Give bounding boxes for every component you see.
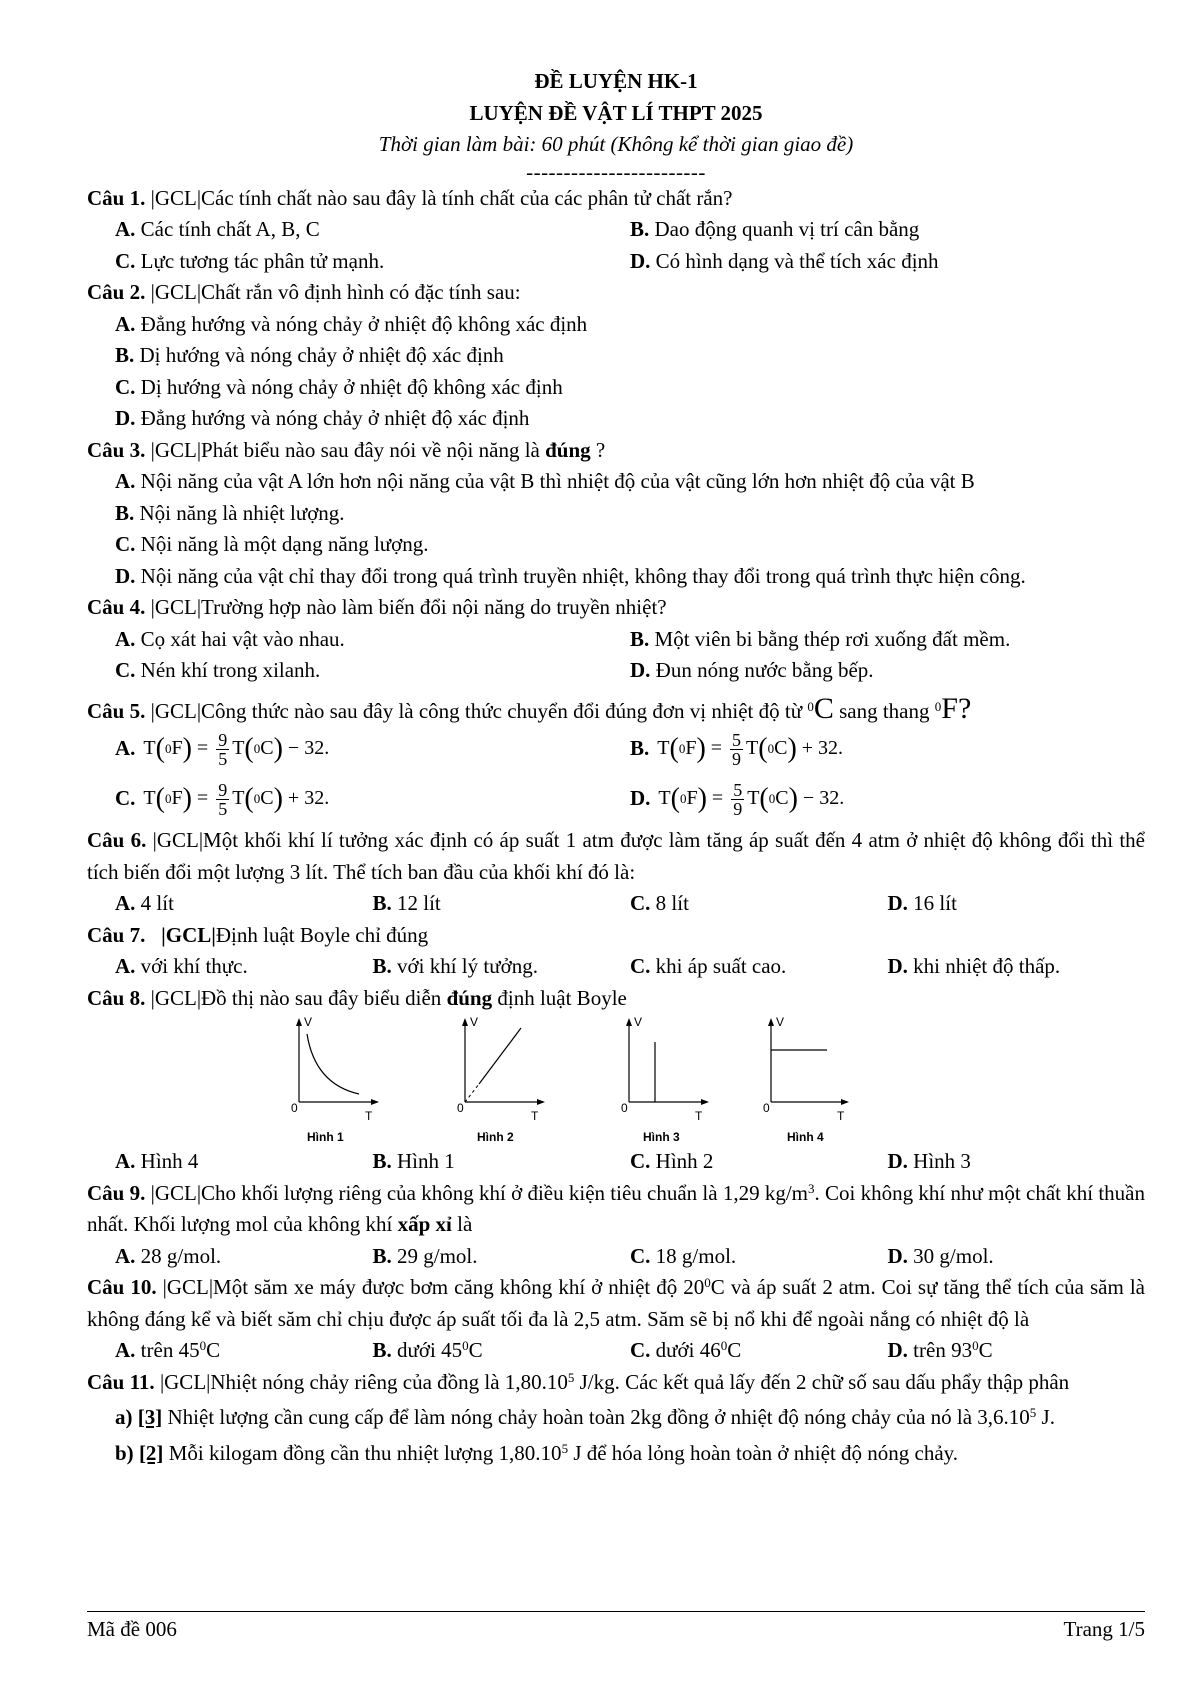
denominator: 9 — [732, 748, 742, 769]
degree-sup: 0 — [807, 698, 814, 714]
option-letter: B. — [630, 736, 650, 761]
option-letter: A. — [115, 736, 136, 761]
options-q8 — [87, 1146, 1145, 1178]
question-number: Câu 1. — [87, 185, 146, 210]
option-b[interactable] — [87, 498, 1145, 530]
unit: F — [171, 737, 183, 760]
option-letter: B. — [630, 626, 650, 651]
question-number: Câu 9. — [87, 1180, 146, 1205]
option-letter: A. — [115, 1149, 136, 1173]
question-text: |GCL|Cho khối lượng riêng của không khí ở điều kiện tiêu chuẩn là 1,29 kg/m — [150, 1180, 809, 1205]
superscript: 5 — [561, 1440, 569, 1456]
option-text: Cọ xát hai vật vào nhau. — [140, 626, 345, 651]
graph-figures — [87, 1014, 1145, 1146]
question-text: |GCL|Một săm xe máy được bơm căng không khí ở nhiệt độ 20 — [162, 1275, 705, 1299]
fraction — [730, 731, 743, 768]
axis-v-label: V — [634, 1015, 643, 1029]
question-text: Định luật Boyle chỉ đúng — [215, 922, 429, 947]
question-3 — [87, 435, 1145, 467]
axis-v-label: V — [776, 1015, 785, 1029]
superscript: 5 — [1029, 1405, 1037, 1420]
constant: − 32. — [802, 787, 845, 810]
question-text: |GCL|Một khối khí lí tưởng xác định có áp suất 1 atm được làm tăng áp suất đến 4 atm ở nhiệt độ không đổi thì thể tích biến đổi một lượng 3 lít. Thể tích ban đầu của khối khí đó là: — [87, 828, 1145, 884]
question-text-2: J/kg. Các kết quả lấy đến 2 chữ số sau dấu phẩy thập phân — [574, 1369, 1070, 1394]
exam-page — [87, 66, 1145, 1469]
option-letter: D. — [887, 1243, 908, 1268]
numerator: 9 — [218, 779, 228, 800]
superscript: 0 — [704, 1275, 711, 1290]
option-a[interactable] — [115, 731, 630, 768]
option-b[interactable] — [373, 1146, 631, 1178]
options-q1-row1 — [87, 214, 1145, 246]
unit: C — [260, 737, 274, 760]
option-letter: B. — [372, 1243, 392, 1268]
option-letter: A. — [115, 469, 136, 493]
option-text: 4 lít — [140, 891, 174, 915]
option-letter: B. — [372, 1149, 392, 1173]
options-q7 — [87, 951, 1145, 983]
option-a[interactable] — [87, 309, 1145, 341]
graphs-svg — [87, 1014, 1145, 1146]
statement-end: J. — [1036, 1405, 1055, 1429]
statement-end: J để hóa lỏng hoàn toàn ở nhiệt độ nóng chảy. — [568, 1440, 959, 1465]
option-letter: D. — [630, 248, 651, 273]
options-q9 — [87, 1241, 1145, 1273]
option-text: Có hình dạng và thể tích xác định — [655, 248, 939, 273]
statement-label: a) — [115, 1405, 133, 1429]
option-letter: C. — [630, 1149, 651, 1173]
option-c[interactable] — [115, 655, 630, 687]
option-letter: D. — [887, 1338, 908, 1362]
question-7 — [87, 920, 1145, 952]
option-letter: A. — [115, 626, 136, 651]
graph-label: Hình 2 — [477, 1130, 514, 1144]
option-a[interactable] — [115, 1241, 373, 1273]
question-number: Câu 5. — [87, 698, 146, 723]
statement-mark: [2] — [138, 1440, 164, 1465]
axis-t-label: T — [695, 1109, 703, 1123]
options-q4-row2 — [87, 655, 1145, 687]
unit: F — [686, 787, 698, 810]
option-letter: B. — [115, 500, 135, 525]
option-text: 8 lít — [655, 891, 689, 915]
constant: + 32. — [287, 787, 330, 810]
option-c[interactable] — [115, 246, 630, 278]
axis-t-label: T — [837, 1109, 845, 1123]
graph-1 — [291, 1015, 379, 1144]
option-c[interactable] — [630, 1146, 888, 1178]
question-11 — [87, 1367, 1145, 1399]
question-emphasis: đúng — [545, 437, 591, 462]
option-a[interactable] — [115, 214, 630, 246]
option-d[interactable] — [888, 1335, 1146, 1367]
question-tag: |GCL| — [161, 922, 216, 947]
question-text: |GCL|Các tính chất nào sau đây là tính chất của các phân tử chất rắn? — [150, 185, 733, 210]
option-a[interactable] — [115, 1146, 373, 1178]
options-q5-row1 — [87, 727, 1145, 771]
option-text: Đẳng hướng và nóng chảy ở nhiệt độ xác định — [140, 406, 530, 430]
unit: C — [260, 787, 274, 810]
denominator: 9 — [733, 798, 743, 819]
unit-c: C — [813, 691, 834, 725]
unit: F — [685, 737, 697, 760]
question-text: |GCL|Phát biểu nào sau đây nói về nội năng là — [150, 437, 540, 462]
option-text: Hình 1 — [397, 1149, 455, 1173]
option-c[interactable] — [630, 1241, 888, 1273]
option-c[interactable] — [87, 529, 1145, 561]
option-c[interactable] — [115, 781, 630, 818]
unit: F — [171, 787, 183, 810]
graph-label: Hình 4 — [787, 1130, 824, 1144]
graph-label: Hình 1 — [307, 1130, 344, 1144]
option-letter: A. — [115, 1243, 136, 1268]
option-a[interactable] — [115, 624, 630, 656]
option-c[interactable] — [630, 951, 888, 983]
option-letter: C. — [630, 954, 651, 978]
option-d[interactable] — [630, 781, 1145, 818]
option-letter: D. — [630, 658, 651, 682]
option-letter: D. — [115, 563, 136, 588]
option-text: Hình 4 — [140, 1149, 199, 1173]
option-letter: B. — [115, 343, 135, 367]
fraction — [731, 781, 744, 818]
unit: C — [727, 1338, 742, 1362]
numerator: 5 — [732, 729, 742, 750]
question-5 — [87, 693, 1145, 728]
option-d[interactable] — [888, 1241, 1146, 1273]
numerator: 9 — [218, 729, 228, 750]
option-letter: C. — [630, 1338, 651, 1362]
origin-label: 0 — [291, 1101, 298, 1115]
option-d[interactable] — [630, 246, 1145, 278]
option-letter: B. — [372, 954, 392, 978]
question-emphasis: xấp xỉ — [397, 1212, 452, 1236]
option-text: 30 g/mol. — [913, 1243, 994, 1268]
statement-text: Mỗi kilogam đồng cần thu nhiệt lượng 1,80.10 — [163, 1440, 562, 1465]
question-text: |GCL|Trường hợp nào làm biến đổi nội năng do truyền nhiệt? — [150, 595, 667, 619]
statement-mark: [3] — [137, 1405, 163, 1429]
formula: T ( 0 F ) = $\frac{5}{9}$ T ( 0 C ) − 32. — [658, 779, 845, 819]
exam-code: Mã đề 006 — [87, 1617, 177, 1641]
option-letter: C. — [115, 658, 136, 682]
question-1 — [87, 183, 1145, 215]
exam-subject: LUYỆN ĐỀ VẬT LÍ THPT 2025 — [469, 100, 763, 125]
options-q6 — [87, 888, 1145, 920]
options-q1-row2 — [87, 246, 1145, 278]
option-letter: C. — [630, 1243, 651, 1268]
axis-v-label: V — [304, 1015, 313, 1029]
option-b[interactable] — [373, 951, 631, 983]
option-text: dưới 45 — [397, 1338, 463, 1362]
option-letter: A. — [115, 954, 136, 978]
question-text-2: . Coi không khí như một chất khí thuần nhất. Khối lượng mol của không khí — [87, 1180, 1145, 1236]
origin-label: 0 — [457, 1101, 464, 1115]
option-letter: C. — [115, 532, 136, 556]
question-number: Câu 6. — [87, 828, 147, 852]
option-b[interactable] — [373, 1241, 631, 1273]
option-d[interactable] — [87, 403, 1145, 435]
statement-label: b) — [115, 1440, 134, 1465]
option-letter: C. — [115, 248, 136, 273]
question-number: Câu 3. — [87, 437, 146, 462]
option-a[interactable] — [115, 888, 373, 920]
question-mid: sang thang — [839, 698, 930, 723]
option-b[interactable] — [373, 888, 631, 920]
unit: C — [774, 737, 788, 760]
question-text: |GCL|Đồ thị nào sau đây biểu diễn — [150, 985, 442, 1010]
option-text: Hình 2 — [655, 1149, 714, 1173]
option-text: với khí thực. — [140, 954, 248, 978]
unit: C — [775, 787, 789, 810]
degree-sup: 0 — [199, 1338, 207, 1353]
question-2 — [87, 277, 1145, 309]
option-letter: A. — [115, 311, 136, 336]
question-number: Câu 11. — [87, 1369, 155, 1394]
statement-b[interactable] — [87, 1438, 1145, 1470]
question-end: là — [457, 1212, 473, 1236]
option-a[interactable] — [87, 466, 1145, 498]
option-c[interactable] — [630, 888, 888, 920]
option-text: Nội năng là một dạng năng lượng. — [140, 532, 429, 556]
axis-t-label: T — [531, 1109, 539, 1123]
fraction — [216, 781, 229, 818]
question-number: Câu 10. — [87, 1275, 157, 1299]
option-d[interactable] — [888, 888, 1146, 920]
option-text: Dao động quanh vị trí cân bằng — [654, 217, 920, 241]
options-q5-row2 — [87, 777, 1145, 821]
option-text: Đun nóng nước bằng bếp. — [655, 658, 874, 682]
question-9 — [87, 1178, 1145, 1241]
option-text: 28 g/mol. — [140, 1243, 222, 1268]
option-a[interactable] — [115, 1335, 373, 1367]
option-text: Dị hướng và nóng chảy ở nhiệt độ không xác định — [140, 374, 563, 399]
option-d[interactable] — [888, 1146, 1146, 1178]
option-c[interactable] — [87, 372, 1145, 404]
question-end: ? — [957, 691, 972, 725]
option-text: khi áp suất cao. — [655, 954, 787, 978]
graph-label: Hình 3 — [643, 1130, 680, 1144]
option-text: khi nhiệt độ thấp. — [913, 954, 1061, 978]
option-text: với khí lý tưởng. — [397, 954, 538, 978]
option-letter: C. — [630, 891, 651, 915]
option-letter: B. — [372, 891, 392, 915]
option-letter: D. — [887, 954, 908, 978]
option-letter: D. — [887, 1149, 908, 1173]
option-text: 29 g/mol. — [397, 1243, 478, 1268]
option-b[interactable] — [373, 1335, 631, 1367]
divider-dashes: ------------------------ — [526, 159, 706, 184]
constant: + 32. — [801, 737, 844, 760]
option-letter: A. — [115, 217, 136, 241]
option-text: Một viên bi bằng thép rơi xuống đất mềm. — [654, 626, 1011, 651]
option-text: Nội năng của vật A lớn hơn nội năng của vật B thì nhiệt độ của vật cũng lớn hơn nhiệt độ của vật B — [140, 469, 975, 493]
origin-label: 0 — [763, 1101, 770, 1115]
degree-sup: 0 — [934, 698, 942, 714]
statement-text: Nhiệt lượng cần cung cấp để làm nóng chảy hoàn toàn 2kg đồng ở nhiệt độ nóng chảy của nó là 3,6.10 — [162, 1405, 1030, 1429]
question-emphasis: đúng — [446, 985, 493, 1010]
option-letter: D. — [630, 786, 651, 811]
question-text: |GCL|Nhiệt nóng chảy riêng của đồng là 1,80.10 — [159, 1369, 568, 1394]
constant: − 32. — [287, 737, 330, 760]
question-text-2: C và áp suất 2 atm. Coi sự tăng thể tích của săm là không đáng kể và biết săm chỉ chịu được áp suất tối đa là 2,5 atm. Săm sẽ bị nổ khi để ngoài nắng có nhiệt độ là — [87, 1275, 1145, 1331]
option-letter: D. — [115, 406, 136, 430]
option-b[interactable] — [630, 624, 1145, 656]
option-a[interactable] — [115, 951, 373, 983]
option-b[interactable] — [87, 340, 1145, 372]
graph-4 — [763, 1015, 849, 1144]
question-number: Câu 8. — [87, 985, 146, 1010]
option-text: trên 93 — [913, 1338, 973, 1362]
question-text: |GCL|Chất rắn vô định hình có đặc tính sau: — [150, 280, 521, 304]
option-letter: D. — [887, 891, 908, 915]
formula: T ( 0 F ) = $\frac{9}{5}$ T ( 0 C ) − 32. — [143, 729, 330, 769]
denominator: 5 — [218, 748, 228, 769]
graph-2 — [457, 1015, 545, 1144]
option-letter: B. — [630, 217, 650, 241]
option-d[interactable] — [888, 951, 1146, 983]
superscript: 3 — [808, 1180, 815, 1196]
option-letter: C. — [115, 374, 136, 399]
axis-v-label: V — [470, 1015, 479, 1029]
exam-time: Thời gian làm bài: 60 phút (Không kể thời gian giao đề) — [378, 132, 854, 156]
question-number: Câu 2. — [87, 280, 146, 304]
page-number: Trang 1/5 — [1063, 1617, 1145, 1641]
degree-sup: 0 — [462, 1338, 469, 1353]
numerator: 5 — [733, 779, 743, 800]
degree-sup: 0 — [720, 1338, 728, 1353]
option-text: Hình 3 — [913, 1149, 971, 1173]
degree-sup: 0 — [972, 1338, 979, 1353]
question-text: |GCL|Công thức nào sau đây là công thức chuyển đổi đúng đơn vị nhiệt độ từ — [150, 698, 803, 723]
statement-a[interactable] — [87, 1402, 1145, 1434]
option-text: 16 lít — [913, 891, 957, 915]
option-letter: A. — [115, 891, 136, 915]
denominator: 5 — [218, 798, 228, 819]
question-8 — [87, 983, 1145, 1015]
question-end: định luật Boyle — [497, 985, 627, 1010]
question-end: ? — [590, 437, 606, 462]
option-letter: B. — [372, 1338, 392, 1362]
page-footer — [87, 1611, 1145, 1642]
option-c[interactable] — [630, 1335, 888, 1367]
option-text: Dị hướng và nóng chảy ở nhiệt độ xác định — [139, 343, 504, 367]
option-letter: A. — [115, 1338, 136, 1362]
option-text: Nội năng là nhiệt lượng. — [139, 500, 345, 525]
question-6 — [87, 825, 1145, 888]
question-10 — [87, 1272, 1145, 1335]
graph-3 — [621, 1015, 709, 1144]
question-number: Câu 4. — [87, 595, 146, 619]
formula: T ( 0 F ) = $\frac{5}{9}$ T ( 0 C ) + 32. — [657, 729, 844, 769]
option-b[interactable] — [630, 214, 1145, 246]
fraction — [216, 731, 229, 768]
question-4 — [87, 592, 1145, 624]
option-text: Lực tương tác phân tử mạnh. — [140, 248, 385, 273]
superscript: 5 — [567, 1369, 575, 1385]
option-text: 12 lít — [397, 891, 441, 915]
option-text: Nội năng của vật chỉ thay đổi trong quá trình truyền nhiệt, không thay đổi trong quá trình thực hiện công. — [140, 563, 1026, 588]
unit: C — [468, 1338, 483, 1362]
axis-t-label: T — [365, 1109, 373, 1123]
option-text: dưới 46 — [655, 1338, 721, 1362]
options-q4-row1 — [87, 624, 1145, 656]
option-d[interactable] — [630, 655, 1145, 687]
option-text: 18 g/mol. — [655, 1243, 737, 1268]
unit-f: F — [941, 691, 958, 725]
option-d[interactable] — [87, 561, 1145, 593]
option-b[interactable] — [630, 731, 1145, 768]
option-text: Các tính chất A, B, C — [140, 217, 320, 241]
option-text: trên 45 — [140, 1338, 200, 1362]
options-q10 — [87, 1335, 1145, 1367]
question-number: Câu 7. — [87, 922, 146, 947]
option-text: Nén khí trong xilanh. — [140, 658, 321, 682]
exam-title: ĐỀ LUYỆN HK-1 — [534, 69, 698, 93]
unit: C — [978, 1338, 993, 1362]
option-letter: C. — [115, 786, 136, 811]
option-text: Đẳng hướng và nóng chảy ở nhiệt độ không xác định — [140, 311, 588, 336]
formula: T ( 0 F ) = $\frac{9}{5}$ T ( 0 C ) + 32. — [143, 779, 330, 819]
origin-label: 0 — [621, 1101, 628, 1115]
unit: C — [206, 1338, 221, 1362]
